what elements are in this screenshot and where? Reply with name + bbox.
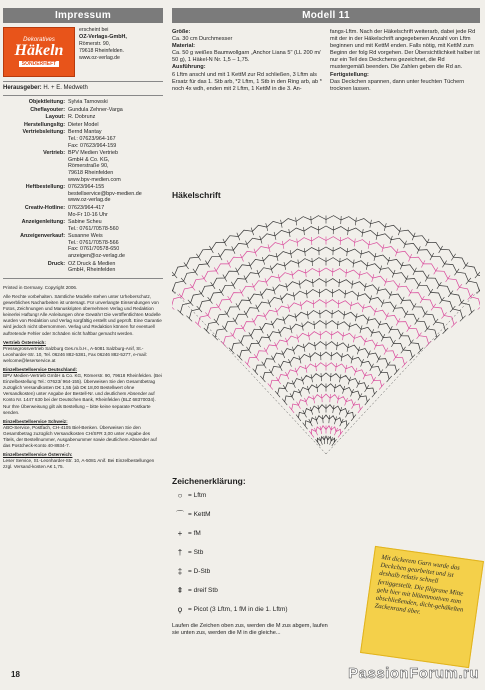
- legend-row: [172, 524, 372, 543]
- divider: [3, 278, 163, 279]
- stitch-mark: [309, 419, 313, 426]
- staff-value-line: anzeigen@oz-verlag.de: [68, 253, 126, 260]
- stitch-mark: [314, 428, 317, 435]
- triple-stb-icon: ⇞: [176, 586, 184, 595]
- logo-tag: SONDERHEFT: [19, 61, 59, 67]
- stitch-mark: [478, 304, 480, 310]
- staff-role: Cheflayouter:: [30, 106, 65, 113]
- stitch-mark: [340, 419, 344, 426]
- staff-value-line: Sylvia Tarnowski: [68, 99, 108, 105]
- stitch-mark: [379, 383, 384, 389]
- stitch-mark: [178, 310, 184, 316]
- section-order-ch: Einzelbestellservice Schweiz: ABO-Service, Postfach, CH-4105 Biel-Benken. Überweisen Sie den Gesamtbetrag zuzüglich Versandkosten CH/SFR 3,00 unter Angabe des Titels, der Bestellnummer, Ausgabenummer sowie deutlichem Absender auf das Postcheck-Konto 40-8934-7.: [3, 418, 157, 449]
- single-crochet-icon: +: [177, 529, 183, 538]
- stitch-mark: [340, 258, 341, 266]
- divider: [3, 95, 163, 96]
- staff-value-line: Dieter Model: [68, 121, 99, 128]
- staff-row: [3, 150, 163, 183]
- staff-value-line: 07623/964-417: [68, 204, 105, 211]
- stitch-mark: [188, 300, 193, 306]
- chart-title: Häkelschrift: [172, 190, 221, 200]
- staff-row: [3, 261, 163, 274]
- stitch-mark: [312, 258, 313, 266]
- stitch-mark: [334, 416, 336, 424]
- staff-row: [3, 99, 163, 106]
- staff-value-line: Mo-Fr 10-16 Uhr: [68, 211, 108, 218]
- legend-row: [172, 600, 372, 619]
- chart-row: [198, 268, 454, 325]
- d-stb-icon: ‡: [177, 567, 183, 576]
- staff-value: [68, 261, 163, 274]
- legend-title: Zeichenerklärung:: [172, 476, 246, 486]
- stitch-mark: [197, 306, 202, 312]
- staff-role: Heftbestellung:: [25, 184, 65, 191]
- legend-label: = Stb: [188, 549, 204, 556]
- staff-list: [3, 99, 163, 274]
- legend-note: Laufen die Zeichen oben zus, werden die M zus abgem, laufen sie unten zus, werden die M in die gleiche...: [172, 623, 328, 636]
- staff-value-line: Bernd Mantay: [68, 129, 102, 136]
- logo-line1: Dekoratives: [23, 37, 55, 43]
- stitch-mark: [186, 316, 192, 322]
- stitch-mark: [451, 322, 457, 328]
- stitch-mark: [320, 426, 322, 434]
- stitch-mark: [394, 369, 399, 375]
- continuation-block: fangs-Lftm. Nach der Häkelschrift weiterarb, dabei jede Rd mit der in der Häkelschrift angegebenen Anzahl von Lftm beginnen und mit KettM enden. Falls nötig, mit KettM zum Beginn der folg Rd vorgehen. Der Übersichtlichkeit halber ist nur ein Teil des Deckchens gezeichnet, die Rd mustergemäß beenden. Die Zahlen geben die Rd an.: [330, 29, 480, 71]
- stitch-mark: [268, 383, 273, 389]
- chain-icon: ○: [177, 491, 183, 500]
- logo-line2: Häkeln: [14, 42, 64, 59]
- stitch-mark: [212, 334, 218, 340]
- page-number: 18: [11, 670, 20, 679]
- staff-value-line: BPV Medien Vertrieb: [68, 150, 119, 157]
- stitch-mark: [358, 407, 363, 413]
- impressum-column: [3, 8, 163, 683]
- publisher-block: [3, 27, 163, 77]
- stitch-mark: [260, 376, 265, 382]
- stitch-mark: [282, 399, 287, 405]
- yellow-note: Mit dickerem Garn wurde das Deckchen gearbeitet und ist deshalb relativ schnell fertiggestellt. Die filigrane Mitte geht hier mit blütenmotiven zum abschließenden, dicht-gehäkelten Zackenrand über.: [360, 546, 484, 668]
- stitch-mark: [304, 227, 305, 235]
- staff-value-line: OZ Druck & Medien: [68, 260, 116, 267]
- staff-row: [3, 122, 163, 129]
- staff-value-line: www.oz-verlag.de: [68, 197, 111, 204]
- model-header: Modell 11: [172, 8, 480, 23]
- staff-value-line: Tel.: 0761/70578-566: [68, 239, 119, 246]
- staff-row: [3, 205, 163, 218]
- staff-value: [68, 233, 163, 259]
- stitch-mark: [310, 407, 313, 415]
- staff-value-line: R. Dobrunz: [68, 114, 96, 121]
- stitch-mark: [314, 321, 315, 329]
- staff-value-line: Susanne Weis: [68, 233, 103, 240]
- staff-value-line: Gundula Zehner-Varga: [68, 106, 123, 113]
- legend-label: = dreif Stb: [188, 587, 218, 594]
- divider: [3, 81, 163, 82]
- staff-value: [68, 129, 163, 149]
- staff-value-line: Römerstraße 90,: [68, 163, 109, 170]
- stitch-mark: [296, 415, 301, 421]
- legal-notice: Printed in Germany. Copyright 2006. Alle Rechte vorbehalten. Sämtliche Modelle stehen unter Urheberschutz, gewerbliches Nacharbeiten ist untersagt. Für unverlangte Einsendungen von Fotos, Zeichnungen und Manuskripten übernehmen Verlag und Redaktion keinerlei Haftung! Alle Anleitungen ohne Gewähr! Die veröffentlichten Modelle wurden von Redaktion und Verlag sorgfältig erstellt und geprüft. Eine Garantie wird jedoch nicht übernommen. Verlag und Redaktion können für eventuell auftretende Fehler oder Schäden nicht haftbar gemacht werden. Vertrieb Österreich: Pressegrossvertrieb Salzburg Ges.m.b.H., A-5081 Salzburg-Anif, St.-Leonharder-Str. 10, Tel. 06246 882-5381, Fax 06246 882-5277, e-mail: welcome@leserservice.at Einzelbestellservice Deutschland: BPV Medien-Vertrieb GmbH & Co. KG, Römerstr. 90, 79618 Rheinfelden. (Bei Einzelbestellung Tel.: 07623/ 964-155). Überweisen Sie den Gesamtbetrag zuzüglich Versandkosten D€ 1,55 (ab D€ 18,00 Bestellwert ohne Versandkosten) unter Angabe der Bestell-Nr. und deutlichem Absender auf Konto Nr. 1447 630 bei der Deutschen Bank, Rheinfelden (BLZ 68370034). Nur Ihre Überweisung gilt als Bestellung – bitte keine separate Postkarte senden. Einzelbestellservice Schweiz: ABO-Service, Postfach, CH-4105 Biel-Benken. Überweisen Sie den Gesamtbetrag zuzüglich Versandkosten CH/SFR 3,00 unter Angabe des Titels, der Bestellnummer, Ausgabenummer sowie deutlichem Absender auf das Postcheck-Konto 40-8934-7. Einzelbestellservice Österreich: Leser Service, St.-Leonharder-Str. 10, A-5081 Anif. Bei Einzelbestellungen zzgl. Versand-kosten A€ 1,75.: [3, 284, 162, 470]
- stitch-mark: [179, 294, 184, 300]
- staff-role: Druck:: [47, 260, 65, 267]
- staff-value: [68, 184, 163, 204]
- stitch-mark: [329, 415, 330, 423]
- staff-role: Herstellungsltg:: [23, 121, 65, 128]
- symbol-legend: [172, 486, 372, 637]
- legend-row: [172, 486, 372, 505]
- publisher-address: erscheint bei OZ-Verlags-GmbH, Römerstr. 90, 79618 Rheinfelden. www.oz-verlag.de: [79, 27, 127, 61]
- stitch-mark: [322, 394, 323, 402]
- stitch-mark: [303, 410, 307, 417]
- staff-row: [3, 184, 163, 204]
- stitch-mark: [330, 437, 333, 444]
- legend-row: [172, 581, 372, 600]
- stitch-mark: [275, 391, 280, 397]
- stitch-mark: [475, 272, 480, 278]
- staff-role: Objektleitung:: [28, 99, 65, 105]
- legend-label: = Lftm: [188, 492, 207, 499]
- staff-value-line: bestellservice@bpv-medien.de: [68, 190, 142, 197]
- staff-value: [68, 107, 163, 114]
- staff-row: [3, 219, 163, 232]
- stitch-mark: [348, 227, 349, 235]
- stitch-mark: [330, 426, 332, 434]
- stitch-mark: [315, 342, 316, 350]
- legend-label: = fM: [188, 530, 201, 537]
- stitch-mark: [195, 322, 201, 328]
- section-order-at: Einzelbestellservice Österreich: Leser Service, St.-Leonharder-Str. 10, A-5081 Anif. Bei Einzelbestellungen zzgl. Versand-kosten A€ 1,75.: [3, 452, 155, 470]
- stitch-mark: [253, 369, 258, 375]
- stitch-mark: [347, 248, 348, 256]
- stitch-mark: [468, 294, 473, 300]
- stitch-mark: [311, 216, 312, 224]
- stitch-mark: [181, 278, 186, 284]
- stitch-mark: [339, 279, 340, 287]
- stitch-mark: [172, 304, 174, 310]
- staff-role: Vertrieb:: [43, 150, 65, 157]
- staff-value-line: 79618 Rheinfelden: [68, 169, 114, 176]
- stitch-mark: [365, 399, 370, 405]
- stitch-mark: [443, 328, 449, 334]
- legend-label: = KettM: [188, 511, 211, 518]
- stitch-mark: [372, 391, 377, 397]
- stitch-mark: [337, 342, 338, 350]
- finishing-block: Fertigstellung: Das Deckchen spannen, dann unter feuchten Tüchern trocknen lassen.: [330, 71, 465, 92]
- instructions-col1: [172, 29, 322, 93]
- legend-label: = D-Stb: [188, 568, 211, 575]
- stitch-mark: [330, 394, 331, 402]
- stitch-mark: [466, 278, 471, 284]
- staff-value-line: GmbH & Co. KG,: [68, 156, 110, 163]
- stitch-mark: [450, 306, 455, 312]
- stitch-mark: [289, 407, 294, 413]
- staff-row: [3, 107, 163, 114]
- stitch-mark: [304, 248, 305, 256]
- stitch-mark: [172, 272, 177, 278]
- execution-block: Ausführung: 6 Lftm anschl und mit 1 KettM zur Rd schließen, 3 Lftm als Ersatz für das 1. Stb arb, *2 Lftm, 1 Stb in den Ring arb, ab * noch 4x wdh, enden mit 2 Lftm, 1 KettM in die 3. An-: [172, 64, 322, 92]
- stitch-mark: [204, 328, 210, 334]
- staff-value-line: Fax: 07623/964-159: [68, 142, 117, 149]
- staff-value: [68, 219, 163, 232]
- stitch-mark: [345, 410, 349, 417]
- stitch-mark: [341, 216, 342, 224]
- stitch-mark: [340, 237, 341, 245]
- staff-role: Creativ-Hotline:: [24, 204, 65, 211]
- staff-value-line: www.bpv-medien.com: [68, 176, 121, 183]
- magazine-logo: [3, 27, 75, 77]
- stitch-mark: [315, 416, 317, 424]
- double-crochet-icon: †: [177, 548, 183, 557]
- model-column: [172, 8, 480, 684]
- stitch-mark: [441, 312, 446, 318]
- staff-value-line: Tel.: 07623/964-167: [68, 135, 116, 142]
- material-block: Material: Ca. 50 g weißes Baumwollgarn „Anchor Liana 5" (LL 200 m/ 50 g), 1 Häkel-N Nr. 1,5 – 1,75.: [172, 43, 321, 64]
- stitch-mark: [351, 415, 356, 421]
- stitch-mark: [319, 437, 322, 444]
- stitch-mark: [338, 300, 339, 308]
- stitch-mark: [460, 316, 466, 322]
- staff-role: Vertriebsleitung:: [22, 129, 65, 136]
- staff-row: [3, 233, 163, 259]
- stitch-mark: [337, 321, 338, 329]
- watermark: PassionForum.ru: [348, 665, 479, 682]
- stitch-mark: [339, 407, 342, 415]
- staff-row: [3, 114, 163, 121]
- chart-row: [215, 289, 437, 337]
- staff-value-line: GmbH, Rheinfelden: [68, 267, 116, 274]
- instructions: [172, 29, 480, 93]
- stitch-mark: [459, 300, 464, 306]
- staff-row: [3, 129, 163, 149]
- legend-row: [172, 505, 372, 524]
- stitch-mark: [334, 428, 337, 435]
- section-order-de: Einzelbestellservice Deutschland: BPV Medien-Vertrieb GmbH & Co. KG, Römerstr. 90, 79618 Rheinfelden. (Bei Einzelbestellung Tel.: 07623/ 964-155). Überweisen Sie den Gesamtbetrag zuzüglich Versandkosten D€ 1,55 (ab D€ 18,00 Bestellwert ohne Versandkosten) unter Angabe der Bestell-Nr. und deutlichem Absender auf Konto Nr. 1447 630 bei der Deutschen Bank, Rheinfelden (BLZ 68370034). Nur Ihre Überweisung gilt als Bestellung – bitte keine separate Postkarte senden.: [3, 366, 162, 415]
- stitch-mark: [402, 362, 407, 368]
- staff-value-line: 07623/964-155: [68, 184, 105, 191]
- section-vertrieb-at: Vertrieb Österreich: Pressegrossvertrieb Salzburg Ges.m.b.H., A-5081 Salzburg-Anif, St.-Leonharder-Str. 10, Tel. 06246 882-5381, Fax 06246 882-5277, e-mail: welcome@leserservice.at: [3, 339, 147, 363]
- stitch-mark: [245, 362, 250, 368]
- staff-value-line: Sabine Scheu: [68, 219, 102, 226]
- staff-value: [68, 122, 163, 129]
- picot-icon: ϙ: [177, 605, 183, 614]
- legend-label: = Picot (3 Lftm, 1 fM in die 1. Lftm): [188, 606, 288, 613]
- stitch-mark: [313, 300, 314, 308]
- staff-role: Anzeigenleitung:: [21, 219, 65, 226]
- stitch-mark: [311, 237, 312, 245]
- stitch-mark: [312, 279, 313, 287]
- crochet-chart: [172, 204, 480, 474]
- staff-role: Layout:: [45, 114, 65, 121]
- stitch-mark: [434, 334, 440, 340]
- herausgeber: Herausgeber: H. + E. Medweth: [3, 85, 88, 91]
- staff-value-line: Tel.: 0761/70578-560: [68, 225, 119, 232]
- legend-row: [172, 543, 372, 562]
- size-block: Größe: Ca. 30 cm Durchmesser: [172, 29, 233, 43]
- instructions-col2: [330, 29, 480, 93]
- staff-value: [68, 150, 163, 183]
- stitch-mark: [322, 415, 323, 423]
- stitch-mark: [205, 312, 210, 318]
- staff-value-line: Fax: 0761/70578-650: [68, 246, 120, 253]
- staff-value: [68, 99, 163, 106]
- impressum-header: Impressum: [3, 8, 163, 23]
- staff-role: Anzeigenverkauf:: [20, 233, 65, 240]
- legend-row: [172, 562, 372, 581]
- staff-value: [68, 114, 163, 121]
- staff-value: [68, 205, 163, 218]
- stitch-mark: [469, 310, 475, 316]
- stitch-mark: [387, 376, 392, 382]
- slip-stitch-icon: ⌒: [176, 510, 184, 519]
